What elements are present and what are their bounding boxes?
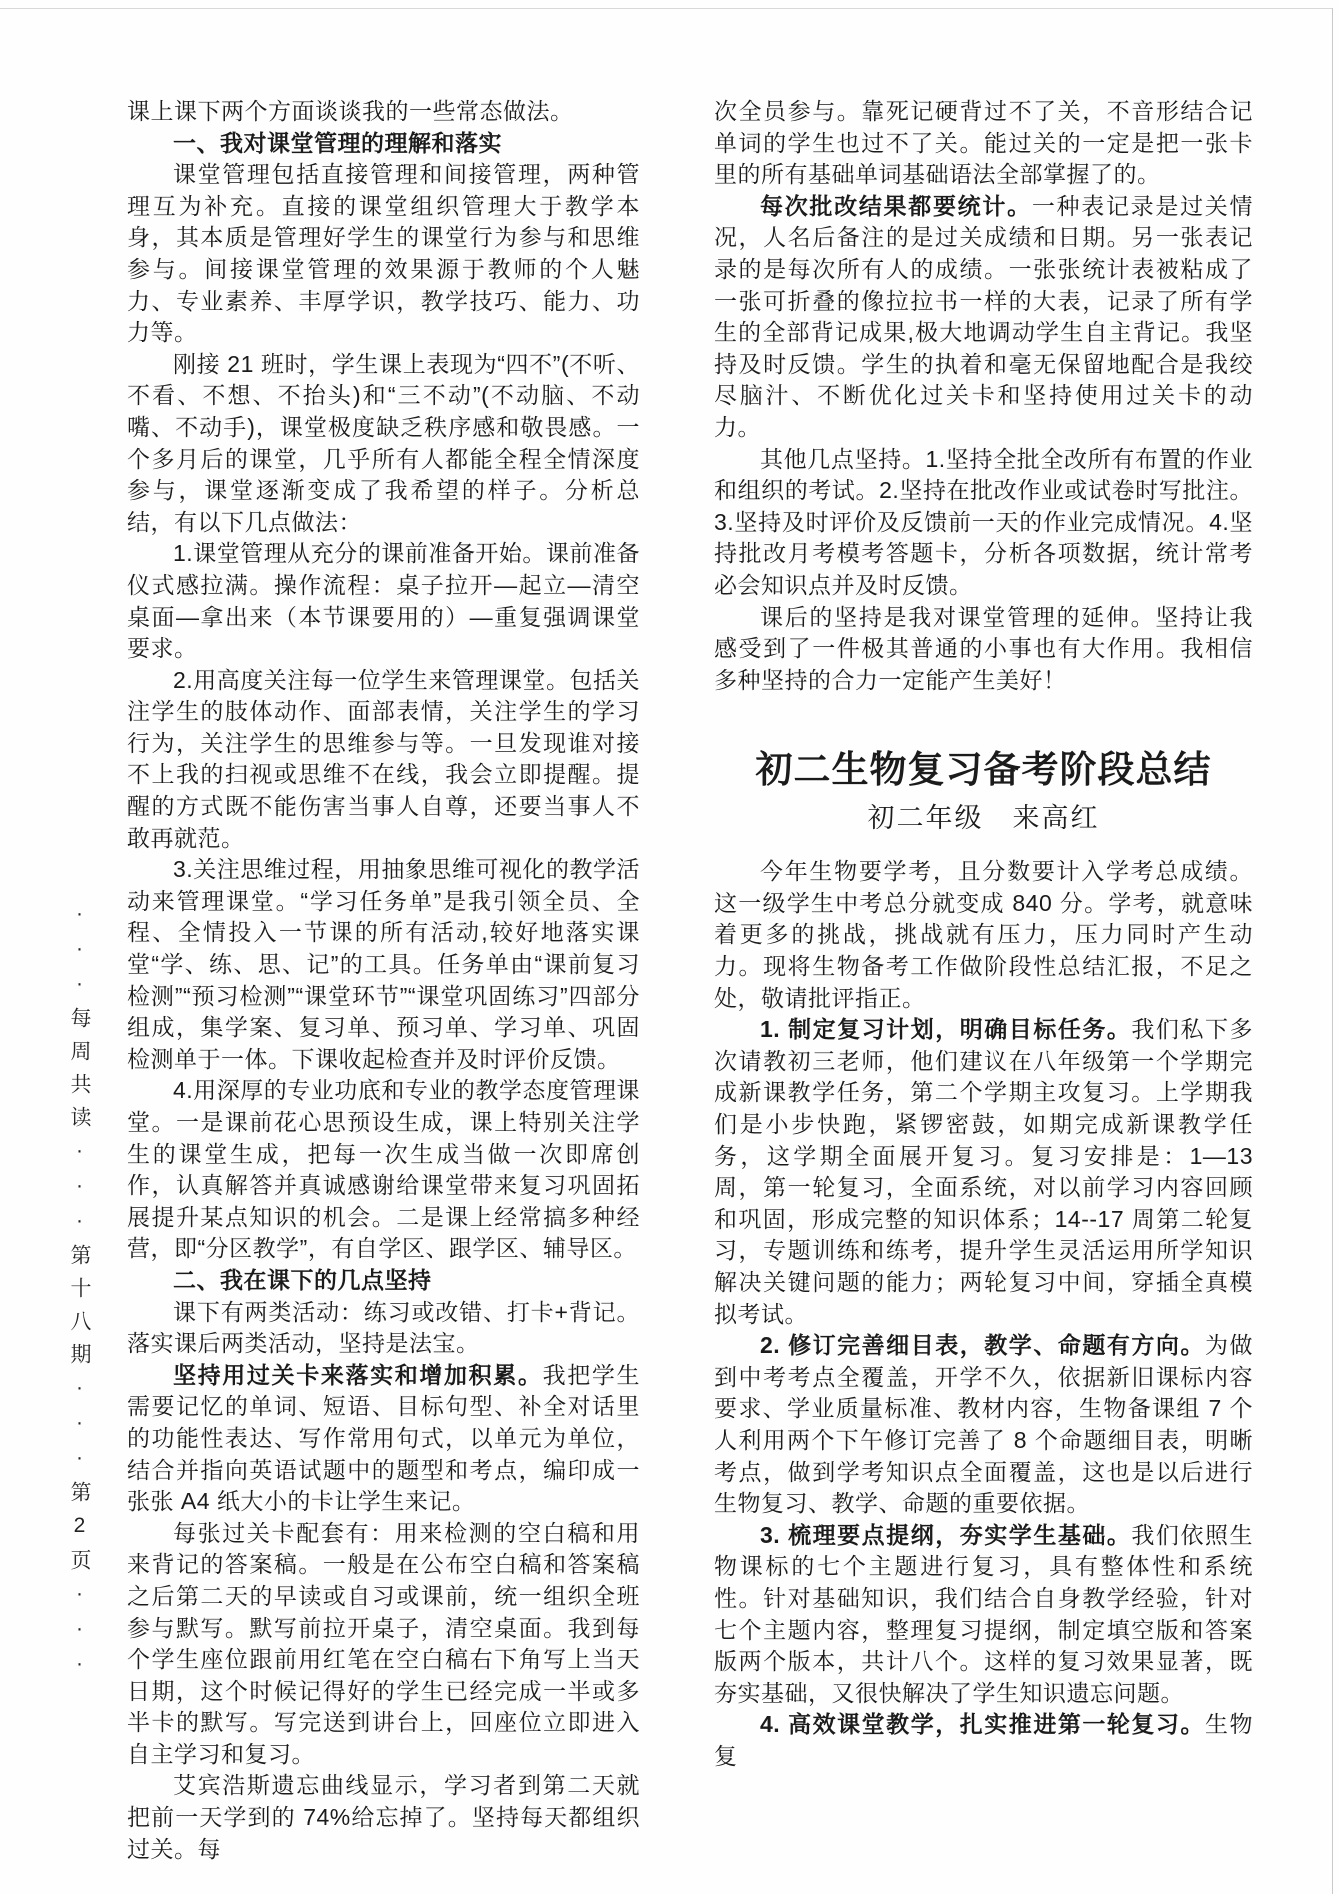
paragraph [714,1709,1253,1772]
paragraph [127,349,640,539]
paragraph [127,1770,640,1865]
paragraph [127,665,640,855]
paragraph-text: 2.用高度关注每一位学生来管理课堂。包括关注学生的肢体动作、面部表情，关注学生的学习行为，关注学生的思维参与等。一旦发现谁对接不上我的扫视或思维不在线，我会立即提醒。提醒的方式既不能伤害当事人自尊，还要当事人不敢再就范。 [127,666,640,851]
issue-sidebar-vertical-text: ···每周共读···第十八期···第2页··· [68,902,91,1687]
paragraph [127,96,640,128]
paragraph-text: 1.课堂管理从充分的课前准备开始。课前准备仪式感拉满。操作流程：桌子拉开—起立—清空桌面—拿出来（本节课要用的）—重复强调课堂要求。 [127,540,640,662]
paragraph-bold-lead: 坚持用过关卡来落实和增加积累。 [173,1361,543,1388]
paragraph-text: 每张过关卡配套有：用来检测的空白稿和用来背记的答案稿。一般是在公布空白稿和答案稿之后第二天的早读或自习或课前，统一组织全班参与默写。默写前拉开桌子，清空桌面。我到每个学生座位跟前用红笔在空白稿右下角写上当天日期，这个时候记得好的学生已经完成一半或多半卡的默写。写完送到讲台上，回座位立即进入自主学习和复习。 [127,1519,640,1767]
paragraph [127,128,640,160]
paragraph [127,1075,640,1265]
paragraph [714,191,1253,444]
paragraph-text: 次全员参与。靠死记硬背过不了关，不音形结合记单词的学生也过不了关。能过关的一定是把一张卡里的所有基础单词基础语法全部掌握了的。 [714,98,1253,188]
paragraph-bold-lead: 每次批改结果都要统计。 [760,192,1032,219]
paragraph [714,856,1253,1014]
paragraph-text: 生物复 [714,1711,1254,1769]
paragraph [714,602,1253,697]
paragraph [714,1014,1253,1330]
article1-continuation [714,96,1253,696]
paragraph-bold-lead: 4. 高效课堂教学，扎实推进第一轮复习。 [760,1711,1205,1738]
paragraph [127,854,640,1075]
paragraph [127,1360,640,1518]
paragraph-text: 课堂管理包括直接管理和间接管理，两种管理互为补充。直接的课堂组织管理大于教学本身，其本质是管理好学生的课堂行为参与和思维参与。间接课堂管理的效果源于教师的个人魅力、专业素养、丰厚学识，教学技巧、能力、功力等。 [127,161,640,346]
paragraph-bold-lead: 1. 制定复习计划，明确目标任务。 [760,1016,1132,1043]
paragraph-text: 3.关注思维过程，用抽象思维可视化的教学活动来管理课堂。“学习任务单”是我引领全员、全程、全情投入一节课的所有活动,较好地落实课堂“学、练、思、记”的工具。任务单由“课前复习检测”“预习检测”“课堂环节”“课堂巩固练习”四部分组成，集学案、复习单、预习单、学习单、巩固检测单于一体。下课收起检查并及时评价反馈。 [127,856,640,1072]
article2-byline: 初二年级 来高红 [867,803,1100,834]
article2-body [714,856,1253,1772]
paragraph [127,538,640,664]
paragraph-text: 一种表记录是过关情况，人名后备注的是过关成绩和日期。另一张表记录的是每次所有人的成绩。一张张统计表被粘成了一张可折叠的像拉拉书一样的大表，记录了所有学生的全部背记成果,极大地调动学生自主背记。我坚持及时反馈。学生的执着和毫无保留地配合是我绞尽脑汁、不断优化过关卡和坚持使用过关卡的动力。 [714,192,1254,440]
paragraph [127,1265,640,1297]
page-right-edge-line [1332,8,1333,1894]
paragraph-text: 为做到中考考点全覆盖，开学不久，依据新旧课标内容要求、学业质量标准、教材内容，生物备课组 7 个人利用两个下午修订完善了 8 个命题细目表，明晰考点，做到学考知识点全面覆盖，这也是以后进行生物复习、教学、命题的重要依据。 [714,1332,1254,1517]
paragraph [714,444,1253,602]
paragraph-text: 一、我对课堂管理的理解和落实 [173,129,502,156]
paragraph [714,96,1253,191]
paragraph-text: 其他几点坚持。1.坚持全批全改所有布置的作业和组织的考试。2.坚持在批改作业或试卷时写批注。3.坚持及时评价及反馈前一天的作业完成情况。4.坚持批改月考模考答题卡，分析各项数据，统计常考必会知识点并及时反馈。 [714,445,1253,598]
paragraph-text: 我把学生需要记忆的单词、短语、目标句型、补全对话里的功能性表达、写作常用句式，以单元为单位，结合并指向英语试题中的题型和考点，编印成一张张 A4 纸大小的卡让学生来记。 [127,1361,641,1515]
right-column [714,96,1253,1773]
paragraph-text: 课下有两类活动：练习或改错、打卡+背记。落实课后两类活动，坚持是法宝。 [127,1298,640,1357]
paragraph-bold-lead: 3. 梳理要点提纲，夯实学生基础。 [760,1521,1132,1548]
paragraph [714,1330,1253,1520]
paragraph [127,159,640,349]
paragraph-text: 今年生物要学考，且分数要计入学考总成绩。这一级学生中考总分就变成 840 分。学考，就意味着更多的挑战，挑战就有压力，压力同时产生动力。现将生物备考工作做阶段性总结汇报，不足之处，敬请批评指正。 [714,858,1253,1011]
paragraph-text: 课后的坚持是我对课堂管理的延伸。坚持让我感受到了一件极其普通的小事也有大作用。我相信多种坚持的合力一定能产生美好！ [714,603,1253,693]
article2-title: 初二生物复习备考阶段总结 [755,749,1212,791]
paragraph-text: 我们私下多次请教初三老师，他们建议在八年级第一个学期完成新课教学任务，第二个学期主攻复习。上学期我们是小步快跑，紧锣密鼓，如期完成新课教学任务，这学期全面展开复习。复习安排是：1—13 周，第一轮复习，全面系统，对以前学习内容回顾和巩固，形成完整的知识体系；14--17 周第二轮复习，专题训练和练考，提升学生灵活运用所学知识解决关键问题的能力；两轮复习中间，穿插全真模拟考试。 [714,1016,1253,1327]
paragraph-text: 课上课下两个方面谈谈我的一些常态做法。 [127,98,574,124]
paragraph-text: 我们依照生物课标的七个主题进行复习，具有整体性和系统性。针对基础知识，我们结合自身教学经验，针对七个主题内容，整理复习提纲，制定填空版和答案版两个版本，共计八个。这样的复习效果显著，既夯实基础，又很快解决了学生知识遗忘问题。 [714,1521,1253,1706]
paragraph-text: 艾宾浩斯遗忘曲线显示，学习者到第二天就把前一天学到的 74%给忘掉了。坚持每天都组织过关。每 [127,1772,640,1862]
paragraph [127,1518,640,1771]
paragraph-text: 4.用深厚的专业功底和专业的教学态度管理课堂。一是课前花心思预设生成，课上特别关注学生的课堂生成，把每一次生成当做一次即席创作，认真解答并真诚感谢给课堂带来复习巩固拓展提升某点知识的机会。二是课上经常搞多种经营，即“分区教学”，有自学区、跟学区、辅导区。 [127,1077,640,1262]
left-column [127,96,640,1865]
paragraph-text: 二、我在课下的几点坚持 [173,1266,432,1293]
paragraph-bold-lead: 2. 修订完善细目表，教学、命题有方向。 [760,1332,1205,1359]
paragraph [127,1297,640,1360]
page-top-edge-line [0,8,1333,9]
paragraph [714,1520,1253,1710]
paragraph-text: 刚接 21 班时，学生课上表现为“四不”(不听、不看、不想、不抬头)和“三不动”(不动脑、不动嘴、不动手)，课堂极度缺乏秩序感和敬畏感。一个多月后的课堂，几乎所有人都能全程全情深度参与，课堂逐渐变成了我希望的样子。分析总结，有以下几点做法： [127,350,640,535]
